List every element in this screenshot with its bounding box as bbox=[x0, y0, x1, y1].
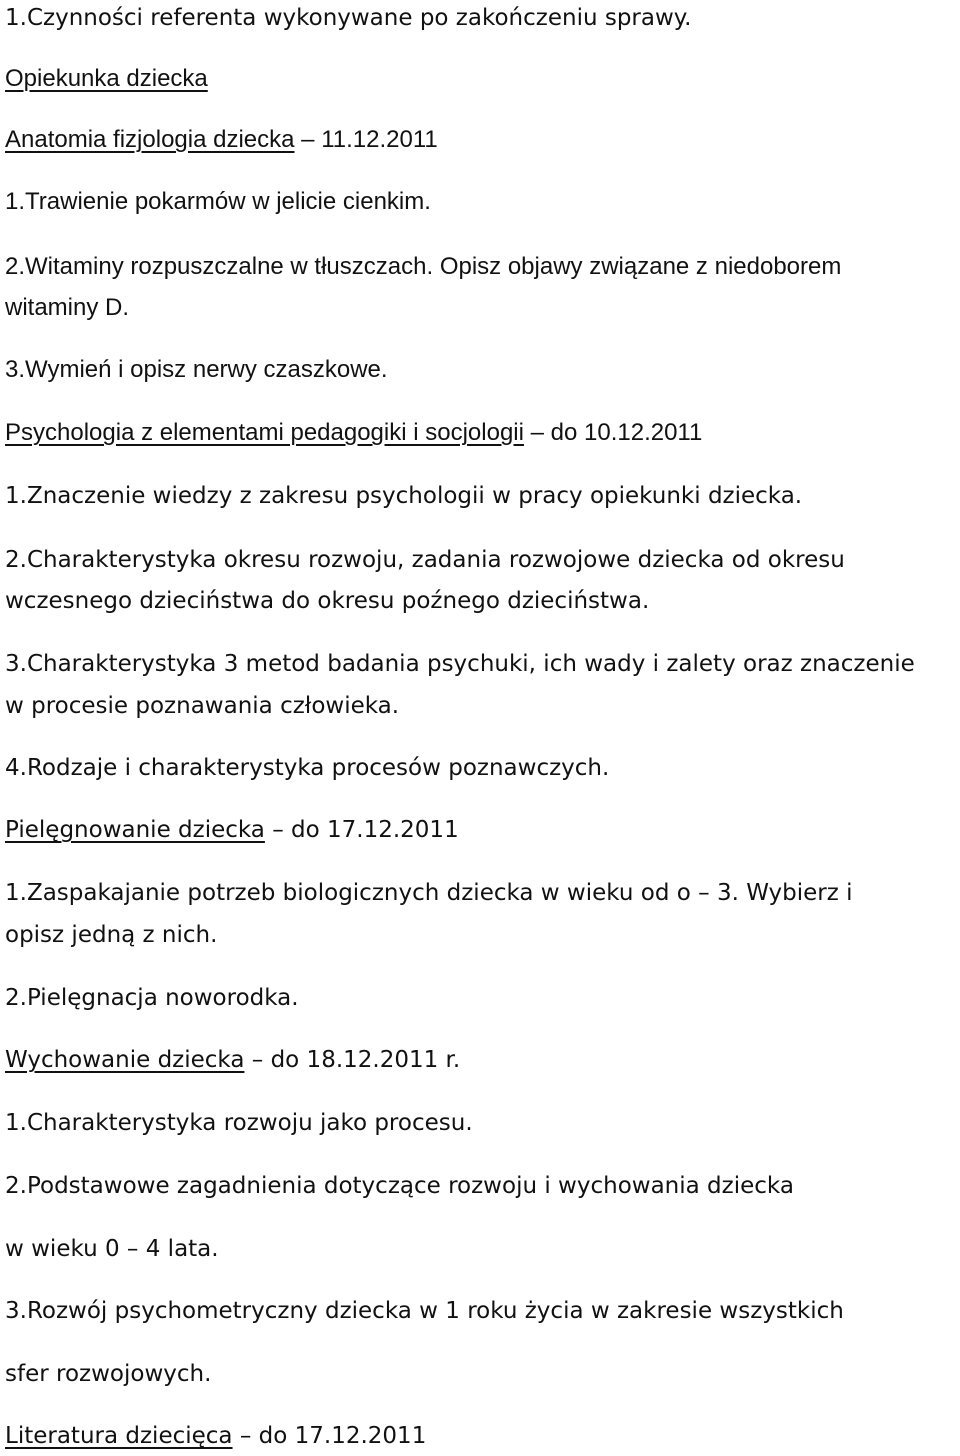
section-title: Psychologia z elementami pedagogiki i socjologii bbox=[5, 419, 524, 446]
list-item: 1.Charakterystyka rozwoju jako procesu. bbox=[5, 1110, 473, 1136]
header-line: 1.Czynności referenta wykonywane po zakończeniu sprawy. bbox=[5, 5, 692, 31]
section-deadline: – 11.12.2011 bbox=[301, 126, 438, 153]
course-title: Opiekunka dziecka bbox=[5, 65, 208, 92]
section-heading bbox=[5, 815, 459, 845]
list-item: 2.Pielęgnacja noworodka. bbox=[5, 985, 299, 1011]
section-title: Pielęgnowanie dziecka bbox=[5, 817, 265, 843]
section-title: Wychowanie dziecka bbox=[5, 1047, 245, 1073]
list-item: w procesie poznawania człowieka. bbox=[5, 693, 400, 719]
section-deadline: – do 18.12.2011 r. bbox=[251, 1047, 461, 1073]
list-item: 3.Charakterystyka 3 metod badania psychuki, ich wady i zalety oraz znaczenie bbox=[5, 651, 915, 677]
list-item: 1.Zaspakajanie potrzeb biologicznych dziecka w wieku od o – 3. Wybierz i bbox=[5, 880, 853, 906]
list-item: 1.Trawienie pokarmów w jelicie cienkim. bbox=[5, 188, 431, 215]
list-item: sfer rozwojowych. bbox=[5, 1361, 212, 1387]
section-heading bbox=[5, 125, 438, 155]
list-item: 4.Rodzaje i charakterystyka procesów poznawczych. bbox=[5, 755, 610, 781]
list-item: witaminy D. bbox=[5, 294, 130, 321]
list-item: 2.Witaminy rozpuszczalne w tłuszczach. Opisz objawy związane z niedoborem bbox=[5, 253, 842, 280]
list-item: w wieku 0 – 4 lata. bbox=[5, 1236, 219, 1262]
list-item: 3.Wymień i opisz nerwy czaszkowe. bbox=[5, 356, 388, 383]
section-deadline: – do 10.12.2011 bbox=[530, 419, 703, 446]
list-item: opisz jedną z nich. bbox=[5, 922, 218, 948]
section-heading bbox=[5, 1045, 460, 1075]
list-item: 2.Charakterystyka okresu rozwoju, zadania rozwojowe dziecka od okresu bbox=[5, 547, 845, 573]
section-deadline: – do 17.12.2011 bbox=[239, 1423, 427, 1449]
list-item: 3.Rozwój psychometryczny dziecka w 1 roku życia w zakresie wszystkich bbox=[5, 1298, 844, 1324]
list-item: wczesnego dzieciństwa do okresu poźnego dzieciństwa. bbox=[5, 588, 650, 614]
section-deadline: – do 17.12.2011 bbox=[272, 817, 459, 843]
section-heading bbox=[5, 1421, 426, 1451]
section-title: Literatura dziecięca bbox=[5, 1423, 233, 1449]
list-item: 2.Podstawowe zagadnienia dotyczące rozwoju i wychowania dziecka bbox=[5, 1173, 794, 1199]
section-title: Anatomia fizjologia dziecka bbox=[5, 126, 295, 153]
list-item: 1.Znaczenie wiedzy z zakresu psychologii w pracy opiekunki dziecka. bbox=[5, 483, 803, 509]
section-heading bbox=[5, 418, 702, 448]
